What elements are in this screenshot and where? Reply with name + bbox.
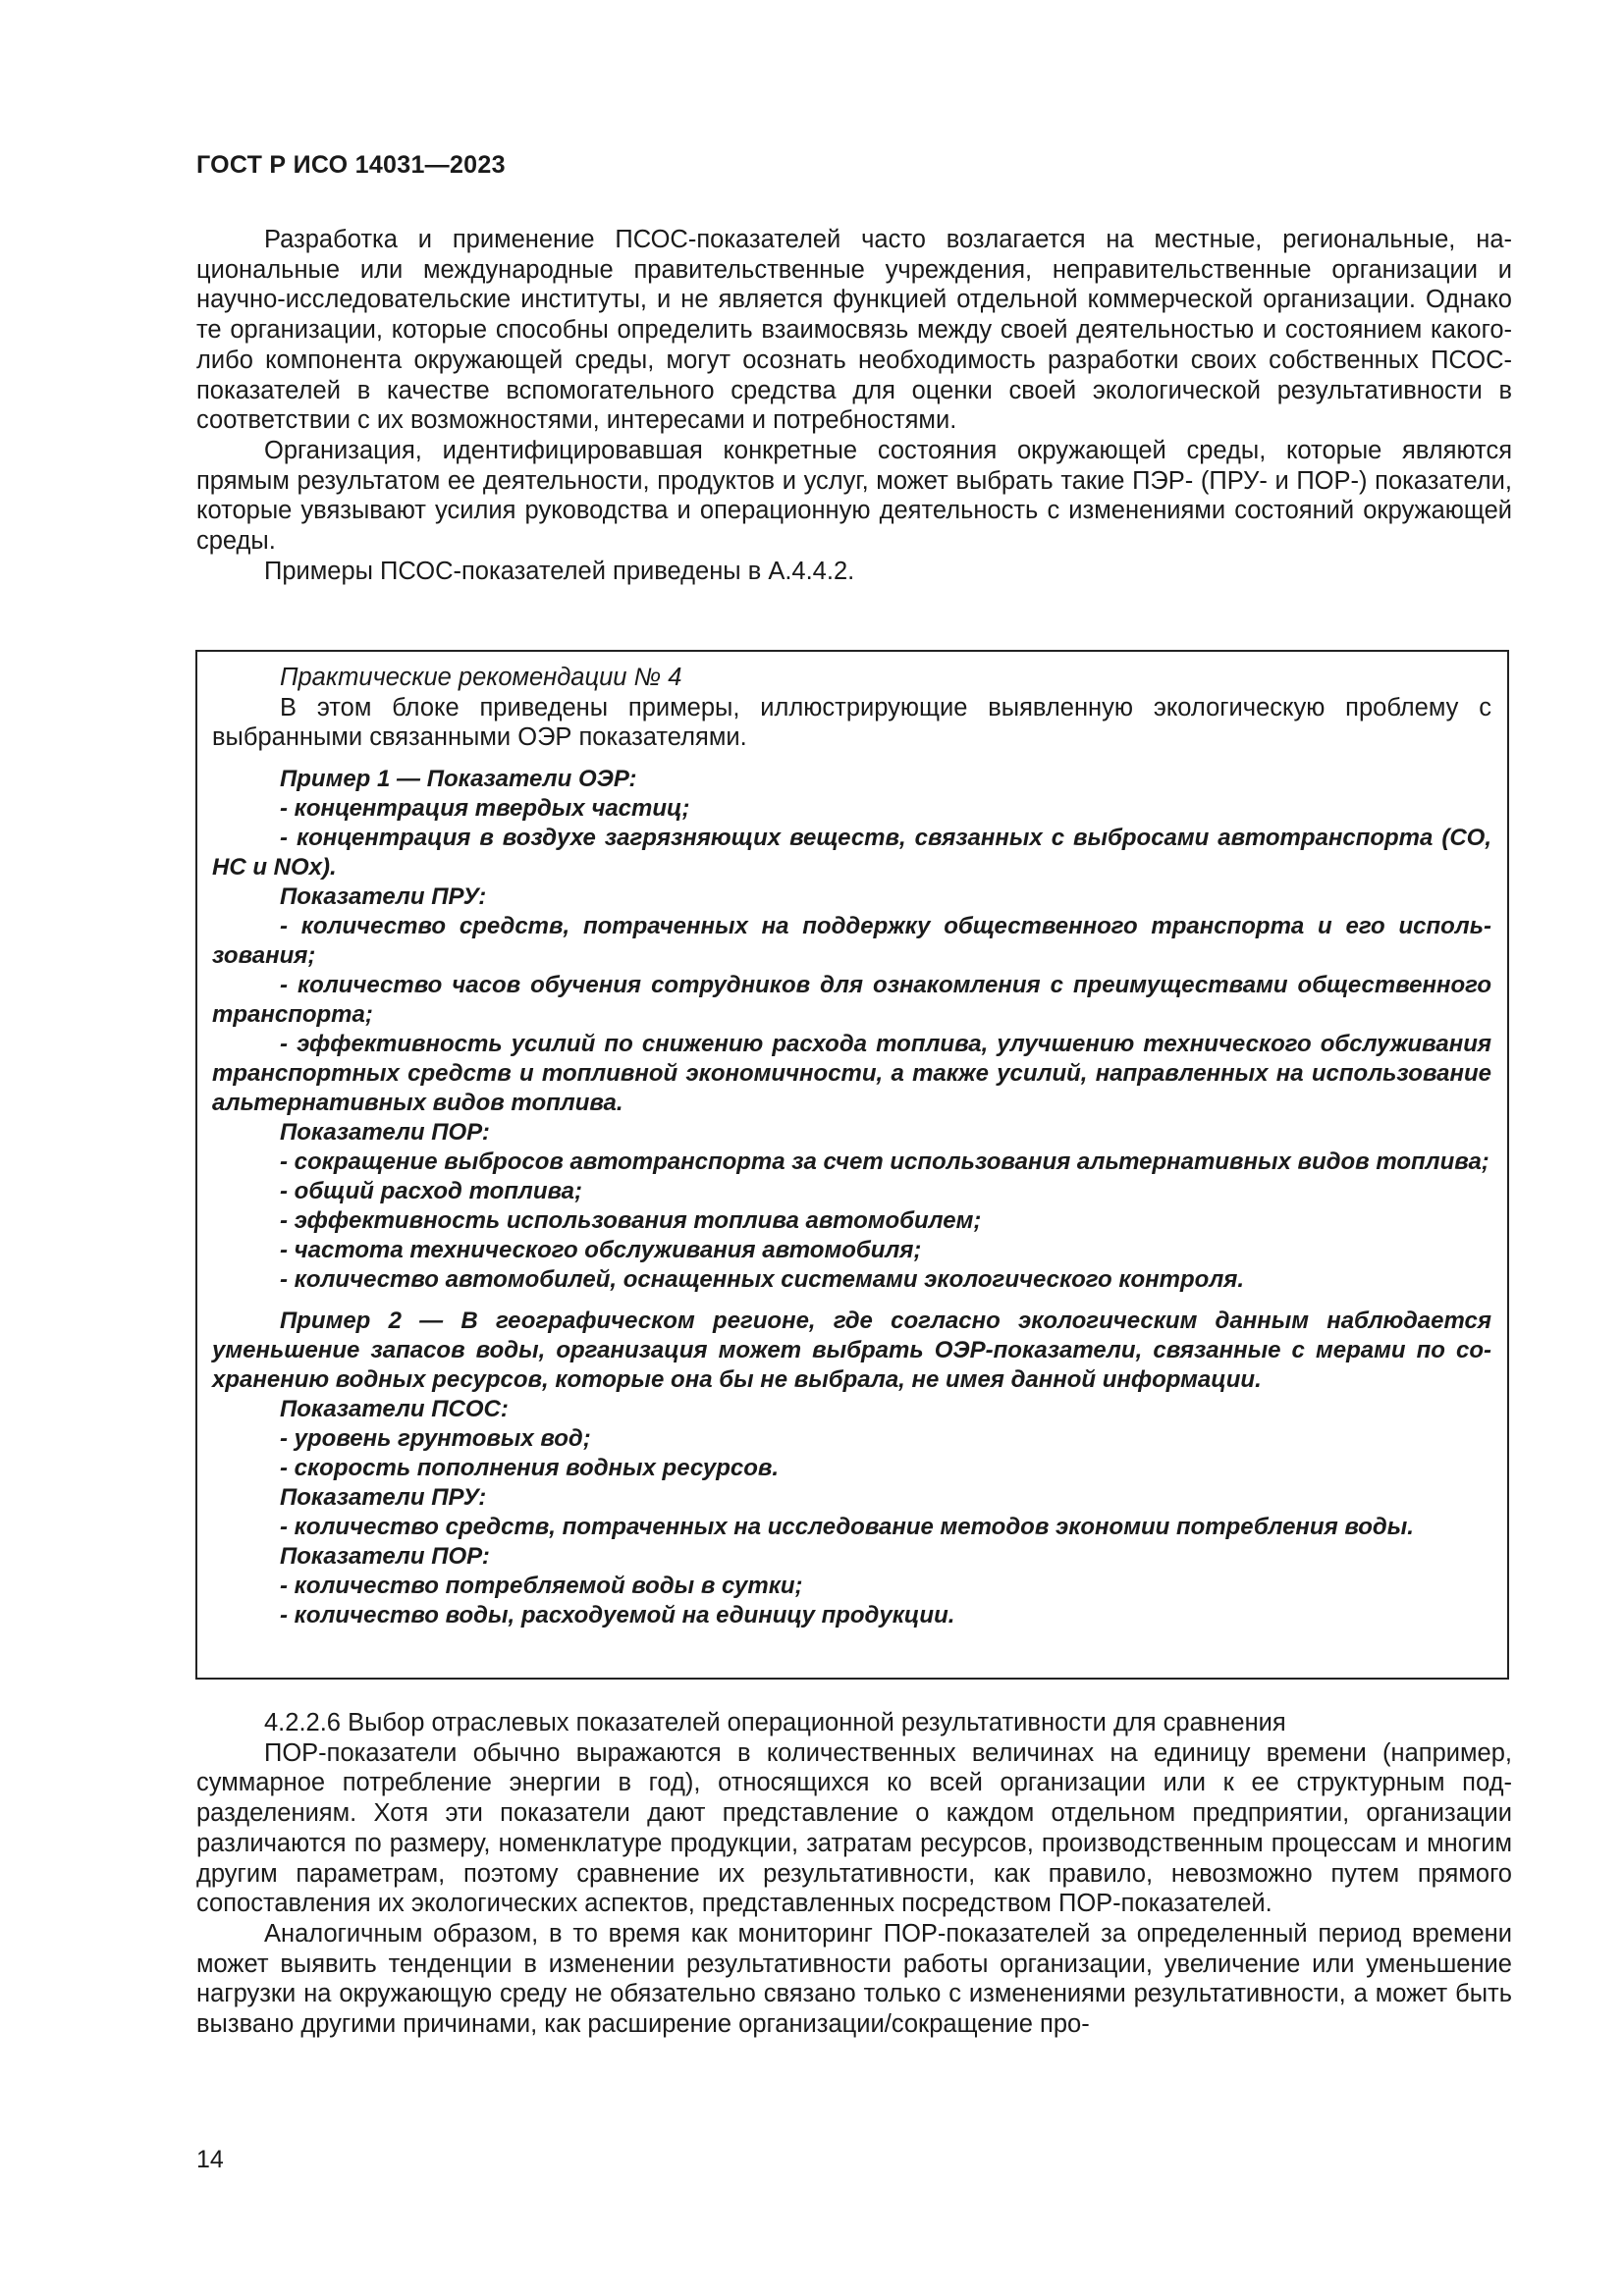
paragraph-monitoring: Аналогичным образом, в то время как мониторинг ПОР-показателей за определенный период времени может выявить тенденции в изменении результативности работы организации, увеличение или уменьшение нагрузки на окружающую среду не обязательно связано только с изменениями результативности, а может быть вызвано другими причинами, как расширение организации/сокращение про-: [196, 1919, 1512, 2039]
document-header: ГОСТ Р ИСО 14031—2023: [196, 151, 506, 179]
example-1-line: Показатели ПОР:: [280, 1118, 490, 1146]
example-1-line: - частота технического обслуживания автомобиля;: [280, 1236, 922, 1263]
example-1-line: - эффективность усилий по снижению расхода топлива, улучшению технического обслуживания транспортных средств и топливной экономичности, а также усилий, направленных на использование альтернативных видов топлива.: [212, 1030, 1491, 1116]
paragraph-por-indicators: ПОР-показатели обычно выражаются в количественных величинах на единицу времени (например, суммарное потребление энергии в год), относящихся ко всей организации или к ее структурным подразделениям. Хотя эти показатели дают представление о каждом отдельном предприятии, организации различаются по размеру, номенклатуре продукции, затратам ресурсов, производственным процессам и многим другим параметрам, поэтому сравнение их результативности, как правило, невозможно путем прямого сопоставления их экологических аспектов, представленных посредством ПОР-показателей.: [196, 1738, 1512, 1918]
page-number: 14: [196, 2146, 224, 2173]
example-2-line: - уровень грунтовых вод;: [280, 1424, 591, 1452]
example-1-line: - количество автомобилей, оснащенных системами экологического контроля.: [280, 1265, 1245, 1293]
example-1-line: - количество часов обучения сотрудников для ознакомления с преимуществами общественного транспорта;: [212, 971, 1491, 1028]
example-2-line: Пример 2 — В географическом регионе, где согласно экологическим данным наблюдается уменьшение запасов воды, организация может выбрать ОЭР-показатели, связанные с мерами по сохранению водных ресурсов, которые она бы не выбрала, не имея данной информации.: [212, 1307, 1491, 1393]
example-1-line: - концентрация твердых частиц;: [280, 794, 690, 822]
example-2-line: - количество потребляемой воды в сутки;: [280, 1572, 803, 1599]
example-2-line: Показатели ПРУ:: [280, 1483, 487, 1511]
paragraph-development: Разработка и применение ПСОС-показателей часто возлагается на местные, региональные, национальные или международные правительственные учреждения, неправительственные организации и научно-исследовательские институты, и не является функцией отдельной коммерческой организации. Однако те организации, которые способны определить взаимосвязь между своей деятельностью и состоянием какого-либо компонента окружающей среды, могут осознать необходимость разработки своих собственных ПСОС-показателей в качестве вспомогательного средства для оценки своей экологической результативности в соответствии с их возможностями, интересами и потребностями.: [196, 226, 1512, 435]
paragraph-examples-ref: Примеры ПСОС-показателей приведены в А.4.4.2.: [264, 557, 855, 585]
bottom-text-section: [196, 1708, 1512, 2040]
practical-recommendations-box: [195, 650, 1509, 1680]
example-1-line: - общий расход топлива;: [280, 1177, 583, 1204]
example-1-line: - сокращение выбросов автотранспорта за счет использования альтернативных видов топлива;: [280, 1148, 1489, 1175]
example-1-line: Показатели ПРУ:: [280, 882, 487, 910]
example-1-line: - количество средств, потраченных на поддержку общественного транспорта и его использования;: [212, 912, 1491, 969]
example-2-line: - скорость пополнения водных ресурсов.: [280, 1454, 780, 1481]
example-1-line: - эффективность использования топлива автомобилем;: [280, 1206, 982, 1234]
paragraph-organization: Организация, идентифицировавшая конкретные состояния окружающей среды, которые являются прямым результатом ее деятельности, продуктов и услуг, может выбрать такие ПЭР- (ПРУ- и ПОР-) показатели, которые увязывают усилия руководства и операционную деятельность с изменениями состояний окружающей среды.: [196, 436, 1512, 556]
top-text-section: [196, 225, 1512, 586]
example-2-line: Показатели ПОР:: [280, 1542, 490, 1570]
example-2-line: Показатели ПСОС:: [280, 1395, 509, 1422]
section-heading-4-2-2-6: 4.2.2.6 Выбор отраслевых показателей операционной результативности для сравнения: [264, 1709, 1286, 1736]
example-1-line: Пример 1 — Показатели ОЭР:: [280, 765, 637, 792]
example-1-line: - концентрация в воздухе загрязняющих веществ, связанных с выбросами автотранспорта (CO, HC и NOx).: [212, 824, 1491, 881]
example-2-line: - количество воды, расходуемой на единицу продукции.: [280, 1601, 955, 1629]
box-title: Практические рекомендации № 4: [280, 664, 682, 691]
example-2: [212, 1307, 1491, 1630]
example-1: [212, 765, 1491, 1295]
example-2-line: - количество средств, потраченных на исследование методов экономии потребления воды.: [280, 1513, 1414, 1540]
box-intro: В этом блоке приведены примеры, иллюстрирующие выявленную экологическую проблему с выбранными связанными ОЭР показателями.: [212, 693, 1491, 751]
